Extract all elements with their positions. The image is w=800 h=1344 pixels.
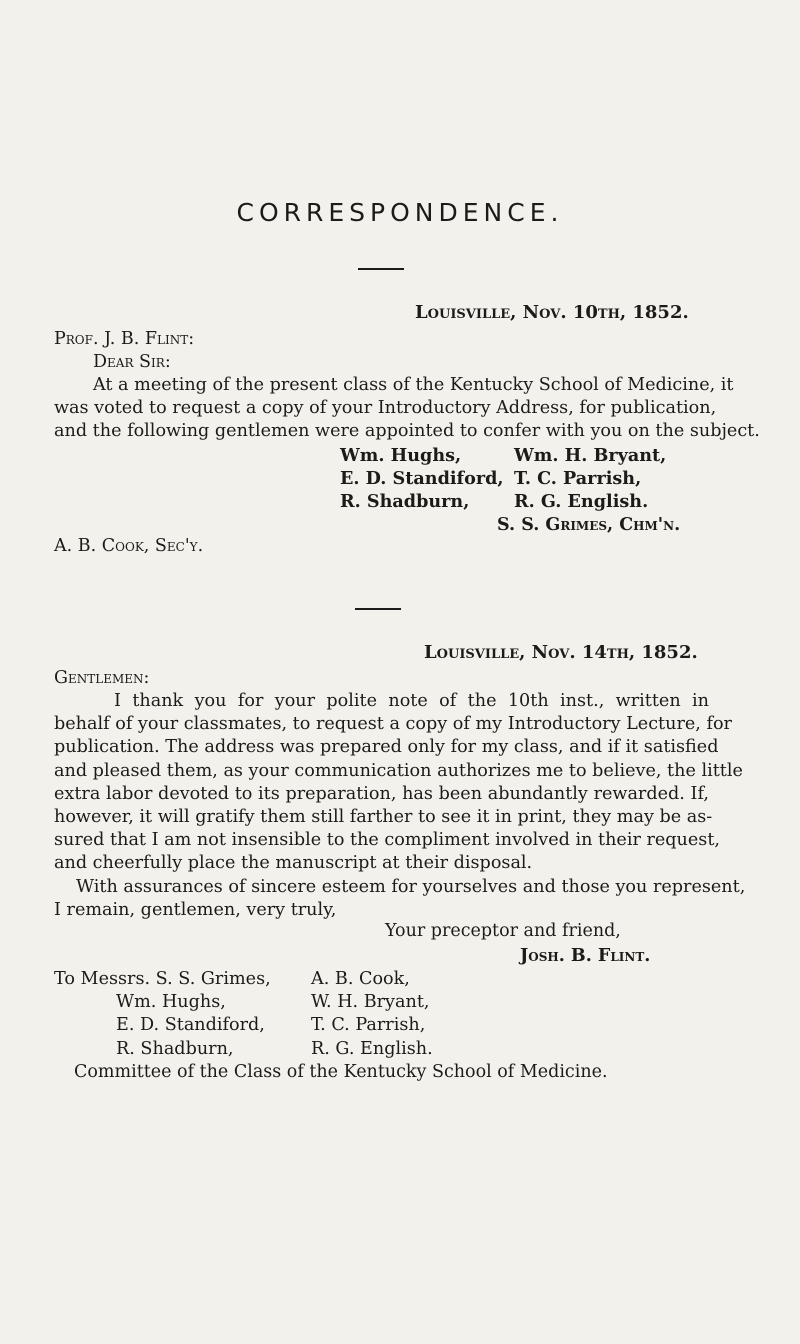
committee-member: R. G. English.	[514, 491, 649, 513]
letter1-salutation: Dear Sir:	[93, 352, 171, 372]
recipient-name: E. D. Standiford,	[116, 1015, 265, 1036]
recipient-name: To Messrs. S. S. Grimes,	[54, 969, 271, 989]
committee-member: T. C. Parrish,	[514, 468, 642, 490]
letter2-signature: Josh. B. Flint.	[520, 946, 651, 966]
letter2-body-line: however, it will gratify them still farther to see it in print, they may be as-	[54, 807, 713, 828]
letter2-body-line: sured that I am not insensible to the compliment involved in their request,	[54, 830, 720, 851]
recipient-name: Wm. Hughs,	[116, 992, 226, 1013]
letter1-body-line: At a meeting of the present class of the Kentucky School of Medicine, it	[93, 375, 734, 395]
letter2-body-line: behalf of your classmates, to request a copy of my Introductory Lecture, for	[54, 714, 732, 735]
letter1-body	[54, 374, 760, 444]
letter1-dateline: Louisville, Nov. 10th, 1852.	[415, 302, 689, 323]
committee-member: Wm. Hughs,	[340, 445, 462, 466]
letter2-body-line: I remain, gentlemen, very truly,	[54, 899, 337, 920]
recipient-name: T. C. Parrish,	[311, 1015, 426, 1036]
letter2-body-line: and pleased them, as your communication authorizes me to believe, the little	[54, 760, 743, 781]
letter2-salutation: Gentlemen:	[54, 668, 150, 688]
committee-member: E. D. Standiford,	[340, 468, 504, 490]
recipient-name: W. H. Bryant,	[311, 992, 430, 1013]
letter2-dateline: Louisville, Nov. 14th, 1852.	[424, 642, 698, 663]
letter2-recipients-left	[54, 968, 271, 1061]
letter1-committee-left	[340, 444, 504, 514]
letter2-body-line: I thank you for your polite note of the 10th inst., written in	[114, 691, 709, 711]
letter2-committee-line: Committee of the Class of the Kentucky School of Medicine.	[74, 1062, 608, 1082]
divider-rule	[358, 268, 404, 270]
divider-rule	[355, 608, 401, 610]
committee-member: Wm. H. Bryant,	[514, 445, 667, 466]
letter2-body-line: With assurances of sincere esteem for yourselves and those you represent,	[76, 876, 746, 897]
recipient-name: A. B. Cook,	[311, 969, 410, 989]
letter2-body	[54, 690, 746, 922]
committee-member: R. Shadburn,	[340, 491, 470, 513]
letter2-body-line: extra labor devoted to its preparation, has been abundantly rewarded. If,	[54, 783, 709, 804]
letter1-committee-right	[514, 444, 666, 514]
recipient-name: R. G. English.	[311, 1038, 433, 1059]
letter2-recipients-right	[311, 968, 433, 1061]
letter2-body-line: and cheerfully place the manuscript at their disposal.	[54, 853, 533, 874]
letter2-closing: Your preceptor and friend,	[385, 921, 621, 941]
letter1-addressee: Prof. J. B. Flint:	[54, 329, 195, 349]
recipient-name: R. Shadburn,	[116, 1038, 234, 1059]
letter1-body-line: and the following gentlemen were appointed to confer with you on the subject.	[54, 421, 760, 442]
page-title: CORRESPONDENCE.	[236, 198, 564, 227]
letter1-secretary: A. B. Cook, Sec'y.	[54, 536, 204, 556]
letter2-body-line: publication. The address was prepared only for my class, and if it satisfied	[54, 737, 719, 758]
letter1-body-line: was voted to request a copy of your Introductory Address, for publication,	[54, 398, 717, 419]
letter1-chairman: S. S. Grimes, Chm'n.	[497, 515, 681, 535]
